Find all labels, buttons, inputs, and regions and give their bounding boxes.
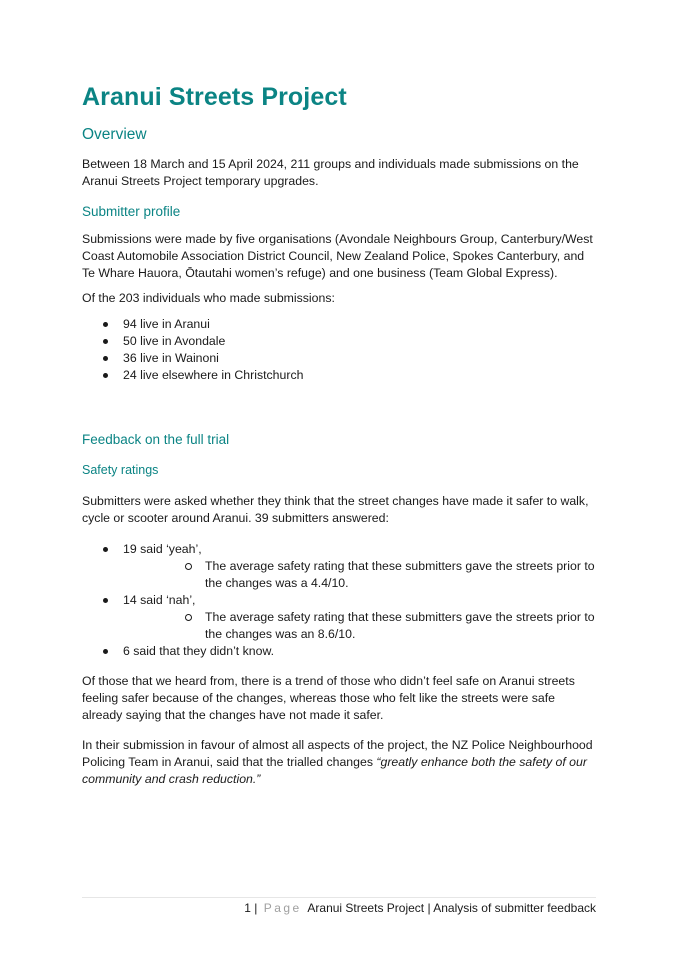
police-paragraph (82, 737, 597, 788)
submitter-profile-heading: Submitter profile (82, 204, 181, 219)
document-title: Aranui Streets Project (82, 83, 347, 111)
page-label: Page (263, 901, 302, 915)
safety-answers-list (82, 541, 602, 660)
organisations-paragraph: Submissions were made by five organisations (Avondale Neighbours Group, Canterbury/West Coast Automobile Association District Council, New Zealand Police, Spokes Canterbury, and Te Whare Hauora, Ōtautahi women’s refuge) and one business (Team Global Express). (82, 232, 593, 280)
list-item: The average safety rating that these submitters gave the streets prior to the changes was a 4.4/10. (123, 558, 602, 592)
list-item: 94 live in Aranui (82, 316, 303, 333)
yeah-sublist (123, 558, 602, 592)
overview-paragraph: Between 18 March and 15 April 2024, 211 groups and individuals made submissions on the Aranui Streets Project temporary upgrades. (82, 157, 579, 188)
feedback-heading: Feedback on the full trial (82, 432, 230, 447)
list-item (82, 541, 602, 592)
document-page (82, 0, 602, 955)
footer-divider (82, 897, 596, 898)
yeah-answer: 19 said ‘yeah’, (123, 542, 202, 556)
police-text: In their submission in favour of almost all aspects of the project, the NZ Police Neighbourhood Policing Team in Aranui, said that the trialled changes (82, 738, 593, 769)
list-item: 24 live elsewhere in Christchurch (82, 367, 303, 384)
residence-list (82, 316, 303, 384)
trend-paragraph: Of those that we heard from, there is a trend of those who didn’t feel safe on Aranui streets feeling safer because of the changes, whereas those who felt like the streets were safe already saying that the changes have not made it safer. (82, 674, 575, 722)
page-footer (244, 901, 596, 915)
list-item: 36 live in Wainoni (82, 350, 303, 367)
individuals-intro: Of the 203 individuals who made submissions: (82, 291, 335, 305)
footer-separator: | (254, 901, 258, 915)
list-item: The average safety rating that these submitters gave the streets prior to the changes was an 8.6/10. (123, 609, 602, 643)
overview-heading: Overview (82, 126, 147, 143)
list-item (82, 592, 602, 643)
safety-ratings-heading: Safety ratings (82, 463, 159, 477)
footer-doc-info: Aranui Streets Project | Analysis of submitter feedback (307, 901, 596, 915)
list-item: 6 said that they didn’t know. (82, 643, 602, 660)
safety-intro-paragraph: Submitters were asked whether they think that the street changes have made it safer to walk, cycle or scooter around Aranui. 39 submitters answered: (82, 494, 589, 525)
nah-sublist (123, 609, 602, 643)
police-quote: “greatly enhance both the safety of our community and crash reduction.” (82, 755, 587, 786)
nah-answer: 14 said ‘nah’, (123, 593, 196, 607)
page-number: 1 (244, 901, 251, 915)
list-item: 50 live in Avondale (82, 333, 303, 350)
